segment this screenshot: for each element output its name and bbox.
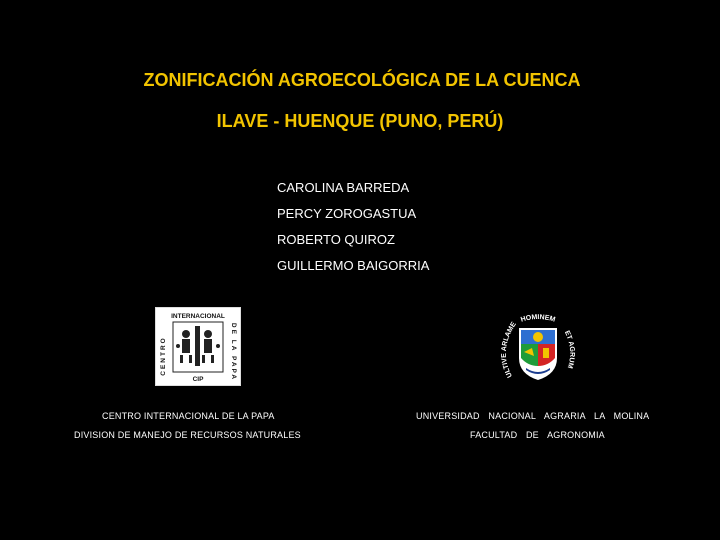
cip-emblem-icon [173, 322, 223, 372]
unalm-shield-icon [519, 328, 557, 380]
cip-logo-left-text: CENTRO [160, 336, 167, 376]
cip-name-caption: CENTRO INTERNACIONAL DE LA PAPA [102, 411, 275, 421]
unalm-logo-left-text: ULTIVE ARLAME [500, 320, 518, 379]
author-name: CAROLINA BARREDA [277, 180, 410, 195]
cip-logo-right-text: DE LA PAPA [230, 322, 237, 382]
author-name: PERCY ZOROGASTUA [277, 206, 417, 221]
cip-logo-bottom-text: CIP [192, 376, 204, 383]
unalm-name-caption: UNIVERSIDAD NACIONAL AGRARIA LA MOLINA [416, 411, 650, 421]
title-line-1: ZONIFICACIÓN AGROECOLÓGICA DE LA CUENCA [143, 70, 581, 90]
cip-logo [155, 307, 241, 386]
cip-logo-top-text: INTERNACIONAL [171, 313, 225, 320]
author-name: GUILLERMO BAIGORRIA [277, 258, 430, 273]
title-line-2: ILAVE - HUENQUE (PUNO, PERÚ) [216, 111, 504, 131]
author-name: ROBERTO QUIROZ [277, 232, 395, 247]
author-list [277, 180, 429, 284]
unalm-faculty-caption: FACULTAD DE AGRONOMIA [470, 430, 605, 440]
unalm-logo [498, 310, 578, 385]
cip-division-caption: DIVISION DE MANEJO DE RECURSOS NATURALES [74, 430, 301, 440]
unalm-logo-right-text: ET AGRUM [562, 329, 576, 370]
unalm-logo-top-text: HOMINEM [520, 313, 556, 324]
